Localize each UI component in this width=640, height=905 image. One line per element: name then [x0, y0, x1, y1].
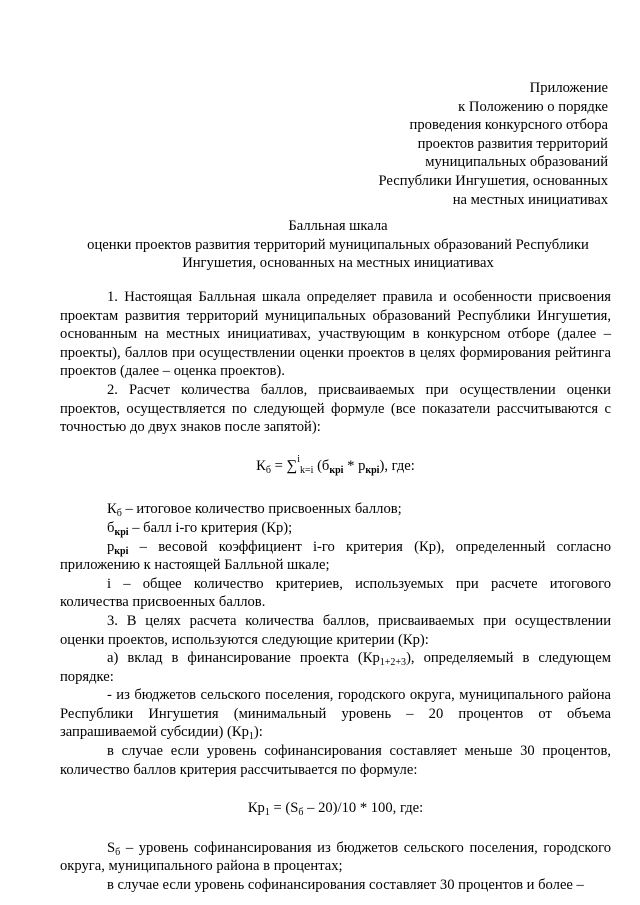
definition-s: $S_б$ – уровень софинансирования из бюджетов сельского поселения, городского округа, муниципального района в процентах;	[60, 839, 611, 875]
sum-symbol: ∑	[286, 457, 298, 474]
title-line: Балльная шкала	[288, 218, 388, 234]
definition-i: i – общее количество критериев, используемых при расчете итогового количества присвоенных баллов.	[60, 575, 611, 611]
appendix-line: проведения конкурсного отбора	[409, 117, 608, 134]
definition-score: $б_{крi}$ – балл i-го критерия (Кр);	[107, 519, 293, 538]
paragraph-less-30: в случае если уровень софинансирования составляет меньше 30 процентов, количество баллов критерия рассчитывается по формуле:	[60, 743, 611, 778]
appendix-line: к Положению о порядке	[458, 98, 608, 115]
appendix-line: проектов развития территорий	[417, 135, 608, 152]
criterion-1-formula: $Кр_1 = (S_б - 20)/10 * 100$, где:	[247, 800, 424, 819]
document-title	[60, 217, 616, 273]
title-line: Ингушетия, основанных на местных инициативах	[182, 255, 494, 272]
document-body	[60, 288, 611, 895]
total-score-formula: $К_б = \sum^i_{k=i}$ $(б_{крi} * р_{крi})$, где:	[256, 453, 415, 476]
appendix-line: Приложение	[529, 80, 608, 96]
definition-weight: $р_{крi}$ – весовой коэффициент i-го критерия (Кр), определенный согласно приложению к настоящей Балльной шкале;	[60, 538, 611, 574]
paragraph-3a: а) вклад в финансирование проекта $(Кр_{1+2+3})$, определяемый в следующем порядке:	[60, 650, 611, 685]
paragraph-1: 1. Настоящая Балльная шкала определяет правила и особенности присвоения проектам развития территорий муниципальных образований Республики Ингушетия, основанным на местных инициативах, участвующим в конкурсном отборе (далее – проекты), баллов при осуществлении оценки проектов в целях формирования рейтинга проектов (далее – оценка проектов).	[60, 289, 611, 380]
appendix-line: Республики Ингушетия, основанных	[378, 172, 608, 189]
appendix-header	[278, 79, 608, 209]
definition-total: $К_б$ – итоговое количество присвоенных баллов;	[107, 501, 402, 520]
appendix-line: на местных инициативах	[452, 191, 608, 208]
paragraph-2: 2. Расчет количества баллов, присваиваемых при осуществлении оценки проектов, осуществляется по следующей формуле (все показатели рассчитываются с точностью до двух знаков после запятой):	[60, 381, 611, 436]
paragraph-more-30: в случае если уровень софинансирования составляет 30 процентов и более –	[107, 877, 584, 894]
paragraph-3: 3. В целях расчета количества баллов, присваиваемых при осуществлении оценки проектов, используются следующие критерии (Кр):	[60, 612, 611, 648]
paragraph-budget: - из бюджетов сельского поселения, городского округа, муниципального района Республики Ингушетия (минимальный уровень – 20 процентов от объема запрашиваемой субсидии) $(Кр_1)$:	[60, 687, 611, 743]
title-line: оценки проектов развития территорий муниципальных образований Республики	[87, 236, 589, 253]
appendix-line: муниципальных образований	[425, 154, 608, 171]
